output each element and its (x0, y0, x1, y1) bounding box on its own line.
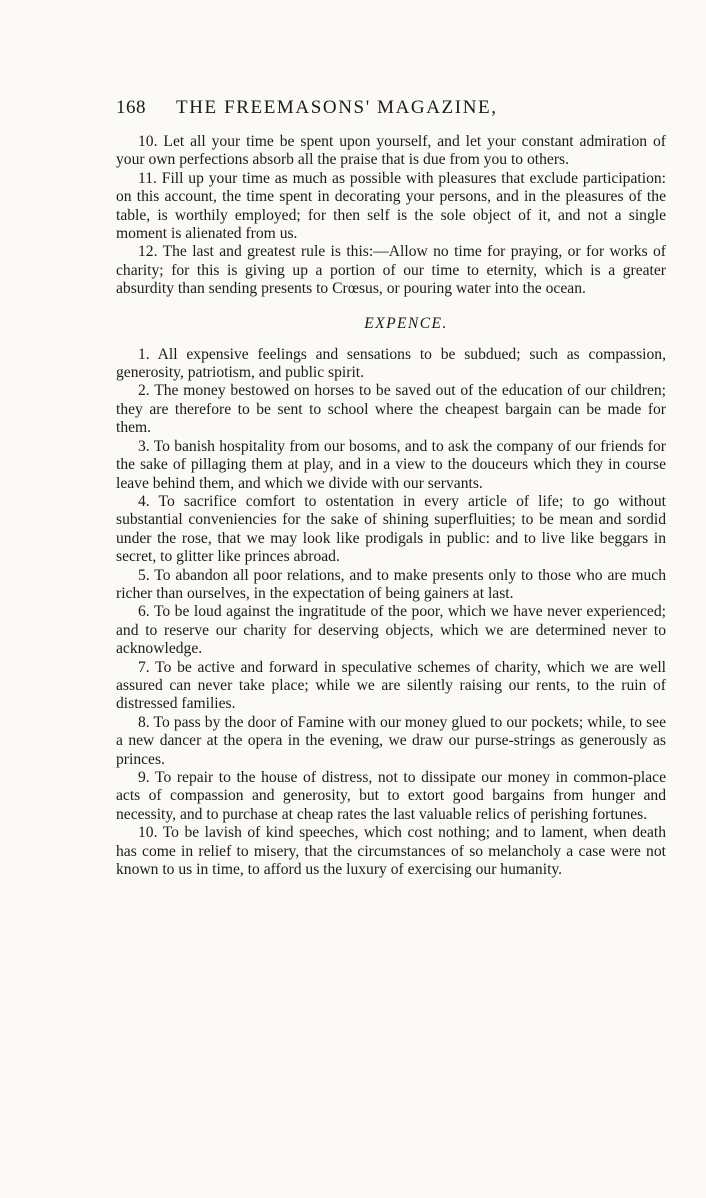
rule-number: 5. (138, 566, 150, 584)
rule-paragraph (116, 243, 666, 298)
rule-text: To be loud against the ingratitude of the poor, which we have never experienced; and to reserve our charity for deserving objects, which we are determined never to acknowledge. (116, 603, 666, 658)
rule-number: 10. (138, 133, 158, 150)
header-title: THE FREEMASONS' MAGAZINE, (176, 97, 498, 118)
rule-paragraph (116, 714, 666, 769)
rule-paragraph (116, 133, 666, 170)
rule-paragraph (116, 567, 666, 604)
page-number: 168 (116, 97, 146, 118)
rule-paragraph (116, 346, 666, 383)
rule-number: 9. (138, 769, 150, 786)
rule-text: Fill up your time as much as possible with pleasures that exclude participation: on this account, the time spent in decorating your persons, and in the pleasures of the table, is worthily employed; for then self is the sole object of it, and not a single moment is alienated from us. (116, 169, 666, 243)
rule-paragraph (116, 438, 666, 493)
rule-number: 1. (138, 345, 150, 363)
rule-text: All expensive feelings and sensations to be subdued; such as compassion, generosity, patriotism, and public spirit. (116, 345, 667, 382)
rule-text: To sacrifice comfort to ostentation in every article of life; to go without substantial conveniencies for the sake of shining superfluities; to be mean and sordid under the rose, that we may look like prodigals in public: and to live like beggars in secret, to glitter like princes abroad. (116, 492, 666, 566)
rule-number: 6. (138, 603, 150, 621)
rule-text: To repair to the house of distress, not to dissipate our money in common-place acts of compassion and generosity, but to extort good bargains from hunger and necessity, and to purchase at cheap rates the last valuable relics of perishing fortunes. (116, 769, 667, 823)
section-title-expence: EXPENCE. (364, 314, 448, 332)
rule-number: 11. (138, 169, 157, 187)
rule-text: To banish hospitality from our bosoms, and to ask the company of our friends for the sake of pillaging them at play, and in a view to the douceurs which they in course leave behind them, and which we divide with our servants. (116, 437, 666, 492)
rule-text: To pass by the door of Famine with our money glued to our pockets; while, to see a new dancer at the opera in the evening, we draw our purse-strings as generously as princes. (116, 713, 667, 768)
rule-text: To abandon all poor relations, and to make presents only to those who are much richer than ourselves, in the expectation of being gainers at last. (116, 566, 667, 602)
rule-text: To be lavish of kind speeches, which cost nothing; and to lament, when death has come in relief to misery, that the circumstances of so melancholy a case were not known to us in time, to afford us the luxury of exercising our humanity. (116, 824, 667, 879)
rules-expence-list (116, 346, 666, 880)
rule-number: 7. (138, 658, 150, 676)
rule-paragraph (116, 603, 666, 658)
rules-top-list (116, 133, 666, 299)
rule-text: The last and greatest rule is this:—Allow no time for praying, or for works of charity; for this is giving up a portion of our time to eternity, which is a greater absurdity than sending presents to Crœsus, or pouring water into the ocean. (116, 243, 666, 298)
rule-paragraph (116, 493, 666, 567)
rule-number: 4. (138, 492, 150, 510)
rule-number: 2. (138, 382, 150, 400)
rule-paragraph (116, 769, 666, 824)
rule-number: 3. (138, 437, 150, 455)
rule-paragraph (116, 659, 666, 714)
rule-number: 8. (138, 713, 150, 731)
rule-paragraph (116, 824, 666, 879)
rule-paragraph (116, 382, 666, 437)
rule-text: To be active and forward in speculative schemes of charity, which we are well assured can never take place; while we are silently raising our rents, to the ruin of distressed families. (116, 658, 667, 713)
rule-text: Let all your time be spent upon yourself, and let your constant admiration of your own perfections absorb all the praise that is due from you to others. (116, 133, 666, 169)
rule-number: 10. (138, 824, 158, 842)
rule-paragraph (116, 170, 666, 244)
rule-number: 12. (138, 243, 158, 261)
rule-text: The money bestowed on horses to be saved out of the education of our children; they are therefore to be sent to school where the cheapest bargain can be made for them. (116, 382, 666, 437)
running-head (116, 97, 666, 123)
